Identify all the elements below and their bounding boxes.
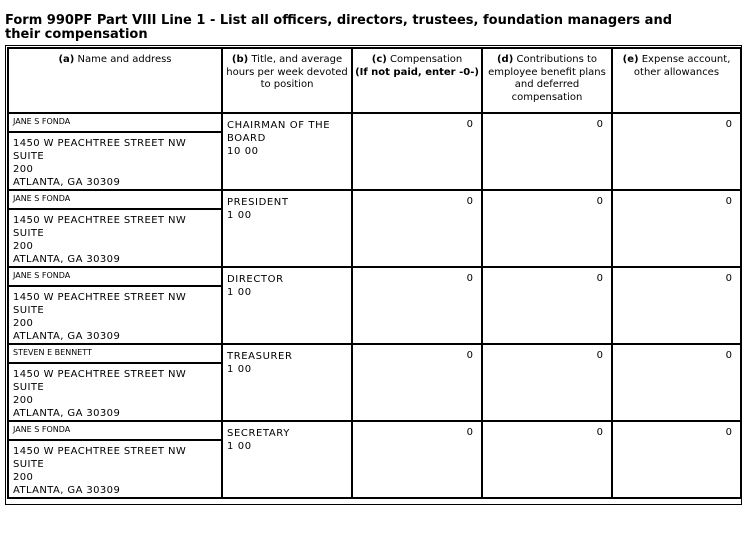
address-line-1: 1450 W PEACHTREE STREET NW [13,446,187,457]
column-header-expense: (e) Expense account, other allowances [612,48,741,113]
address-line-2: SUITE [13,382,45,393]
address-line-2: SUITE [13,459,45,470]
compensation-value: 0 [352,113,482,190]
hours-per-week: 1 00 [227,441,252,452]
officer-title [222,344,352,421]
officer-name: JANE S FONDA [8,421,222,440]
address-line-3: 200 [13,472,34,483]
address-line-2: SUITE [13,305,45,316]
expense-value: 0 [612,344,741,421]
expense-value: 0 [612,267,741,344]
compensation-value: 0 [352,267,482,344]
officer-address [8,363,222,421]
column-header-name-address: (a) Name and address [8,48,222,113]
header-row [8,48,741,113]
address-line-1: 1450 W PEACHTREE STREET NW [13,369,187,380]
table-row [8,344,741,363]
column-header-contributions: (d) Contributions to employee benefit plans and deferred compensation [482,48,612,113]
compensation-value: 0 [352,190,482,267]
officer-name: STEVEN E BENNETT [8,344,222,363]
table-row [8,421,741,440]
address-line-3: 200 [13,241,34,252]
contributions-value: 0 [482,113,612,190]
contributions-value: 0 [482,190,612,267]
contributions-value: 0 [482,267,612,344]
officer-title [222,113,352,190]
address-line-4: ATLANTA, GA 30309 [13,485,121,496]
officer-name: JANE S FONDA [8,190,222,209]
hours-per-week: 1 00 [227,287,252,298]
officer-name: JANE S FONDA [8,113,222,132]
title-line-1: TREASURER [227,351,293,362]
title-line-1: CHAIRMAN OF THE [227,120,331,131]
address-line-2: SUITE [13,228,45,239]
address-line-2: SUITE [13,151,45,162]
officer-name: JANE S FONDA [8,267,222,286]
address-line-4: ATLANTA, GA 30309 [13,177,121,188]
table-row [8,267,741,286]
contributions-value: 0 [482,421,612,498]
hours-per-week: 10 00 [227,146,259,157]
officer-address [8,286,222,344]
officer-title [222,421,352,498]
title-line-1: PRESIDENT [227,197,289,208]
column-header-title-hours: (b) Title, and average hours per week devoted to position [222,48,352,113]
hours-per-week: 1 00 [227,364,252,375]
officer-address [8,440,222,498]
table-row [8,190,741,209]
title-line-1: SECRETARY [227,428,290,439]
address-line-3: 200 [13,318,34,329]
address-line-3: 200 [13,164,34,175]
address-line-4: ATLANTA, GA 30309 [13,331,121,342]
page-title: Form 990PF Part VIII Line 1 - List all officers, directors, trustees, foundation managers and their compensation [5,13,673,42]
address-line-1: 1450 W PEACHTREE STREET NW [13,138,187,149]
title-line-1: DIRECTOR [227,274,284,285]
column-header-compensation: (c) Compensation (If not paid, enter -0-) [352,48,482,113]
address-line-1: 1450 W PEACHTREE STREET NW [13,292,187,303]
officers-table [7,47,742,499]
expense-value: 0 [612,113,741,190]
officer-address [8,209,222,267]
officer-address [8,132,222,190]
address-line-1: 1450 W PEACHTREE STREET NW [13,215,187,226]
table-row [8,113,741,132]
compensation-value: 0 [352,421,482,498]
hours-per-week: 1 00 [227,210,252,221]
address-line-4: ATLANTA, GA 30309 [13,254,121,265]
officer-title [222,267,352,344]
contributions-value: 0 [482,344,612,421]
address-line-4: ATLANTA, GA 30309 [13,408,121,419]
expense-value: 0 [612,421,741,498]
officer-title [222,190,352,267]
title-line-2: BOARD [227,133,266,144]
compensation-value: 0 [352,344,482,421]
expense-value: 0 [612,190,741,267]
address-line-3: 200 [13,395,34,406]
